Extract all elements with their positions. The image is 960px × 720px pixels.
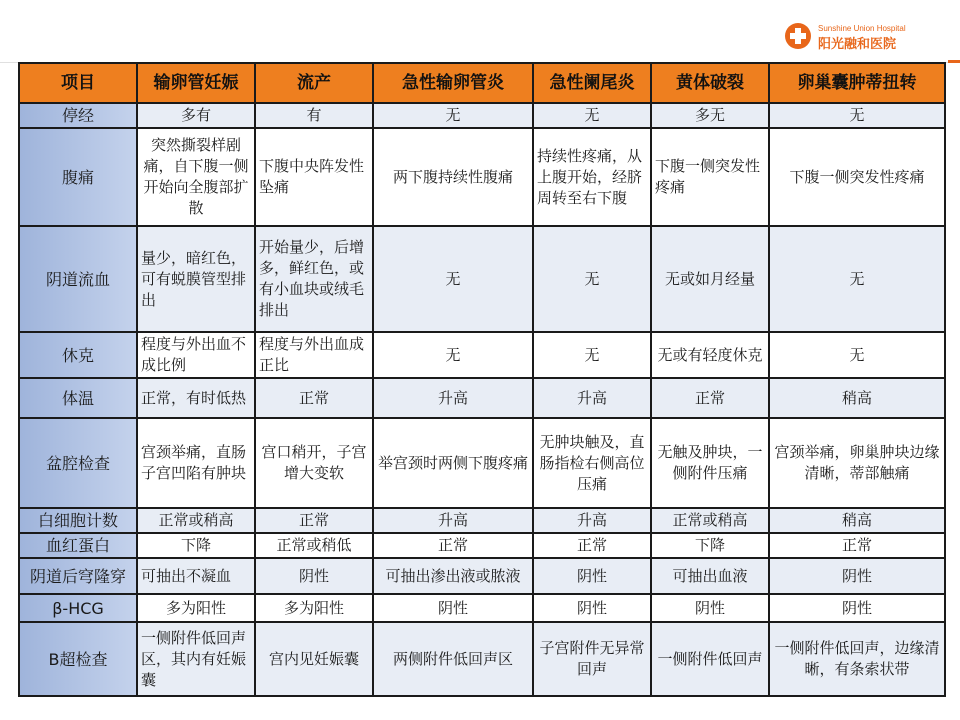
table-cell: 无 xyxy=(533,332,651,378)
table-cell: 无 xyxy=(373,332,533,378)
table-cell: 两侧附件低回声区 xyxy=(373,622,533,696)
table-cell: 正常 xyxy=(373,533,533,558)
table-cell: 正常 xyxy=(533,533,651,558)
row-label: 阴道后穹隆穿 xyxy=(19,558,137,594)
table-cell: 下腹一侧突发性疼痛 xyxy=(651,128,769,226)
table-cell: 可抽出不凝血 xyxy=(137,558,255,594)
table-cell: 正常或稍高 xyxy=(651,508,769,533)
header-cell-appendicitis: 急性阑尾炎 xyxy=(533,63,651,103)
table-header-row xyxy=(19,63,945,103)
table-cell: 下腹一侧突发性疼痛 xyxy=(769,128,945,226)
table-cell: 无 xyxy=(533,226,651,332)
table-cell: 无 xyxy=(769,103,945,128)
table-cell: 一侧附件低回声区，其内有妊娠囊 xyxy=(137,622,255,696)
table-cell: 无 xyxy=(373,226,533,332)
table-row xyxy=(19,332,945,378)
table-cell: 正常 xyxy=(255,378,373,418)
table-cell: 多为阳性 xyxy=(137,594,255,622)
table-cell: 程度与外出血成正比 xyxy=(255,332,373,378)
table-row xyxy=(19,594,945,622)
table-cell: 宫颈举痛，直肠子宫凹陷有肿块 xyxy=(137,418,255,508)
table-cell: 下降 xyxy=(137,533,255,558)
row-label: 腹痛 xyxy=(19,128,137,226)
header-cell-item: 项目 xyxy=(19,63,137,103)
table-cell: 多为阳性 xyxy=(255,594,373,622)
table-cell: 突然撕裂样剧痛，自下腹一侧开始向全腹部扩散 xyxy=(137,128,255,226)
table-row xyxy=(19,418,945,508)
medical-cross-icon xyxy=(784,22,812,50)
table-cell: 一侧附件低回声，边缘清晰，有条索状带 xyxy=(769,622,945,696)
table-cell: 升高 xyxy=(533,378,651,418)
header-accent xyxy=(948,60,960,63)
table-cell: 两下腹持续性腹痛 xyxy=(373,128,533,226)
logo-english-text: Sunshine Union Hospital xyxy=(818,24,906,33)
differential-diagnosis-table xyxy=(18,62,946,697)
row-label: 停经 xyxy=(19,103,137,128)
table-cell: 稍高 xyxy=(769,508,945,533)
table-cell: 量少，暗红色，可有蜕膜管型排出 xyxy=(137,226,255,332)
row-label: 盆腔检查 xyxy=(19,418,137,508)
table-cell: 阴性 xyxy=(373,594,533,622)
table-cell: 宫颈举痛，卵巢肿块边缘清晰，蒂部触痛 xyxy=(769,418,945,508)
table-cell: 升高 xyxy=(373,508,533,533)
table-cell: 开始量少，后增多，鲜红色，或有小血块或绒毛排出 xyxy=(255,226,373,332)
table-cell: 下降 xyxy=(651,533,769,558)
table-cell: 有 xyxy=(255,103,373,128)
table-cell: 举宫颈时两侧下腹疼痛 xyxy=(373,418,533,508)
table-cell: 无触及肿块，一侧附件压痛 xyxy=(651,418,769,508)
table-cell: 升高 xyxy=(373,378,533,418)
table-row xyxy=(19,558,945,594)
table-cell: 正常或稍低 xyxy=(255,533,373,558)
table-cell: 阴性 xyxy=(769,594,945,622)
table-cell: 宫内见妊娠囊 xyxy=(255,622,373,696)
table-cell: 阴性 xyxy=(651,594,769,622)
table-cell: 可抽出渗出液或脓液 xyxy=(373,558,533,594)
table-cell: 阴性 xyxy=(533,594,651,622)
header-cell-salpingitis: 急性输卵管炎 xyxy=(373,63,533,103)
table-cell: 无或有轻度休克 xyxy=(651,332,769,378)
table-cell: 无 xyxy=(373,103,533,128)
table-cell: 多有 xyxy=(137,103,255,128)
table-cell: 无或如月经量 xyxy=(651,226,769,332)
table-cell: 持续性疼痛，从上腹开始，经脐周转至右下腹 xyxy=(533,128,651,226)
table-cell: 阴性 xyxy=(769,558,945,594)
header-cell-ovarian-torsion: 卵巢囊肿蒂扭转 xyxy=(769,63,945,103)
table-row xyxy=(19,533,945,558)
table-row xyxy=(19,103,945,128)
table-cell: 无 xyxy=(769,226,945,332)
table-cell: 正常或稍高 xyxy=(137,508,255,533)
header-cell-abortion: 流产 xyxy=(255,63,373,103)
table-cell: 正常 xyxy=(651,378,769,418)
table-cell: 程度与外出血不成比例 xyxy=(137,332,255,378)
table-cell: 正常，有时低热 xyxy=(137,378,255,418)
row-label: 血红蛋白 xyxy=(19,533,137,558)
table-cell: 正常 xyxy=(769,533,945,558)
logo-chinese-text: 阳光融和医院 xyxy=(818,37,897,52)
table-cell: 阴性 xyxy=(255,558,373,594)
row-label: B超检查 xyxy=(19,622,137,696)
row-label: 休克 xyxy=(19,332,137,378)
row-label: 白细胞计数 xyxy=(19,508,137,533)
table-cell: 一侧附件低回声 xyxy=(651,622,769,696)
header-cell-corpus-luteum: 黄体破裂 xyxy=(651,63,769,103)
row-label: 体温 xyxy=(19,378,137,418)
table-cell: 下腹中央阵发性坠痛 xyxy=(255,128,373,226)
table-cell: 子宫附件无异常回声 xyxy=(533,622,651,696)
row-label: β-HCG xyxy=(19,594,137,622)
hospital-logo xyxy=(784,20,924,52)
table-cell: 升高 xyxy=(533,508,651,533)
table-cell: 无 xyxy=(769,332,945,378)
header-cell-ectopic: 输卵管妊娠 xyxy=(137,63,255,103)
table-cell: 阴性 xyxy=(533,558,651,594)
table-cell: 无 xyxy=(533,103,651,128)
table-cell: 正常 xyxy=(255,508,373,533)
table-row xyxy=(19,128,945,226)
row-label: 阴道流血 xyxy=(19,226,137,332)
table-cell: 多无 xyxy=(651,103,769,128)
table-cell: 宫口稍开，子宫增大变软 xyxy=(255,418,373,508)
table-row xyxy=(19,226,945,332)
table-row xyxy=(19,622,945,696)
table-cell: 无肿块触及，直肠指检右侧高位压痛 xyxy=(533,418,651,508)
table-cell: 可抽出血液 xyxy=(651,558,769,594)
table-cell: 稍高 xyxy=(769,378,945,418)
table-row xyxy=(19,378,945,418)
table-row xyxy=(19,508,945,533)
